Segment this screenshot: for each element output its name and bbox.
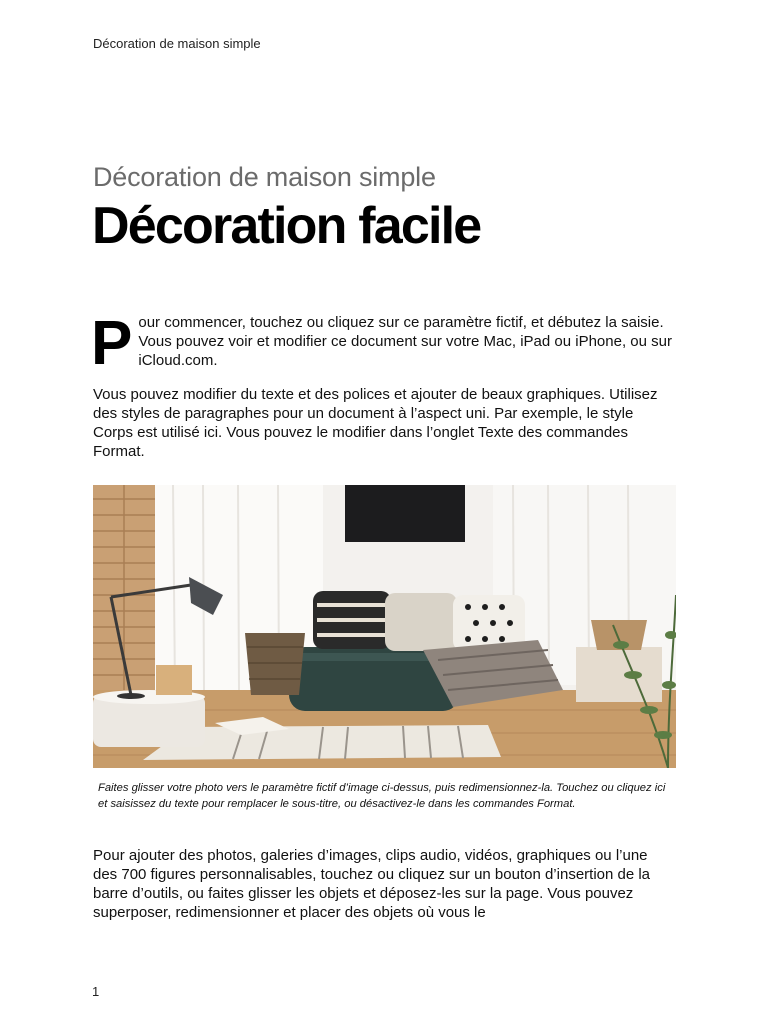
image-caption[interactable]: Faites glisser votre photo vers le paramètre fictif d’image ci-dessus, puis redimensionnez-la. Touchez ou cliquez ici et saisissez du texte pour remplacer le sous-titre, ou désactivez-le dans les commandes Format. bbox=[98, 782, 666, 810]
document-title[interactable]: Décoration facile bbox=[92, 197, 481, 255]
drop-cap: P bbox=[91, 309, 133, 378]
body-paragraph-3[interactable]: Pour ajouter des photos, galeries d’images, clips audio, vidéos, graphiques ou l’une des 700 figures personnalisables, touchez ou cliquez sur un bouton d’insertion de la barre d’outils, ou faites glisser les objets et déposez-les sur la page. Vous pouvez superposer, redimensionner et placer des objets où vous le bbox=[93, 847, 651, 921]
body-paragraph-2[interactable]: Vous pouvez modifier du texte et des polices et ajouter de beaux graphiques. Utilisez des styles de paragraphes pour un document à l’aspect uni. Par exemple, le style Corps est utilisé ici. Vous pouvez le modifier dans l’onglet Texte des commandes Format. bbox=[93, 386, 658, 460]
image-placeholder[interactable] bbox=[93, 485, 676, 768]
page-number: 1 bbox=[92, 984, 100, 999]
intro-text: our commencer, touchez ou cliquez sur ce paramètre fictif, et débutez la saisie. Vous pouvez voir et modifier ce document sur votre Mac, iPad ou iPhone, ou sur iCloud.com. bbox=[138, 314, 672, 369]
document-subtitle[interactable]: Décoration de maison simple bbox=[93, 162, 436, 192]
living-room-photo-icon bbox=[93, 485, 676, 768]
running-header: Décoration de maison simple bbox=[93, 36, 261, 51]
intro-paragraph[interactable] bbox=[91, 309, 673, 378]
